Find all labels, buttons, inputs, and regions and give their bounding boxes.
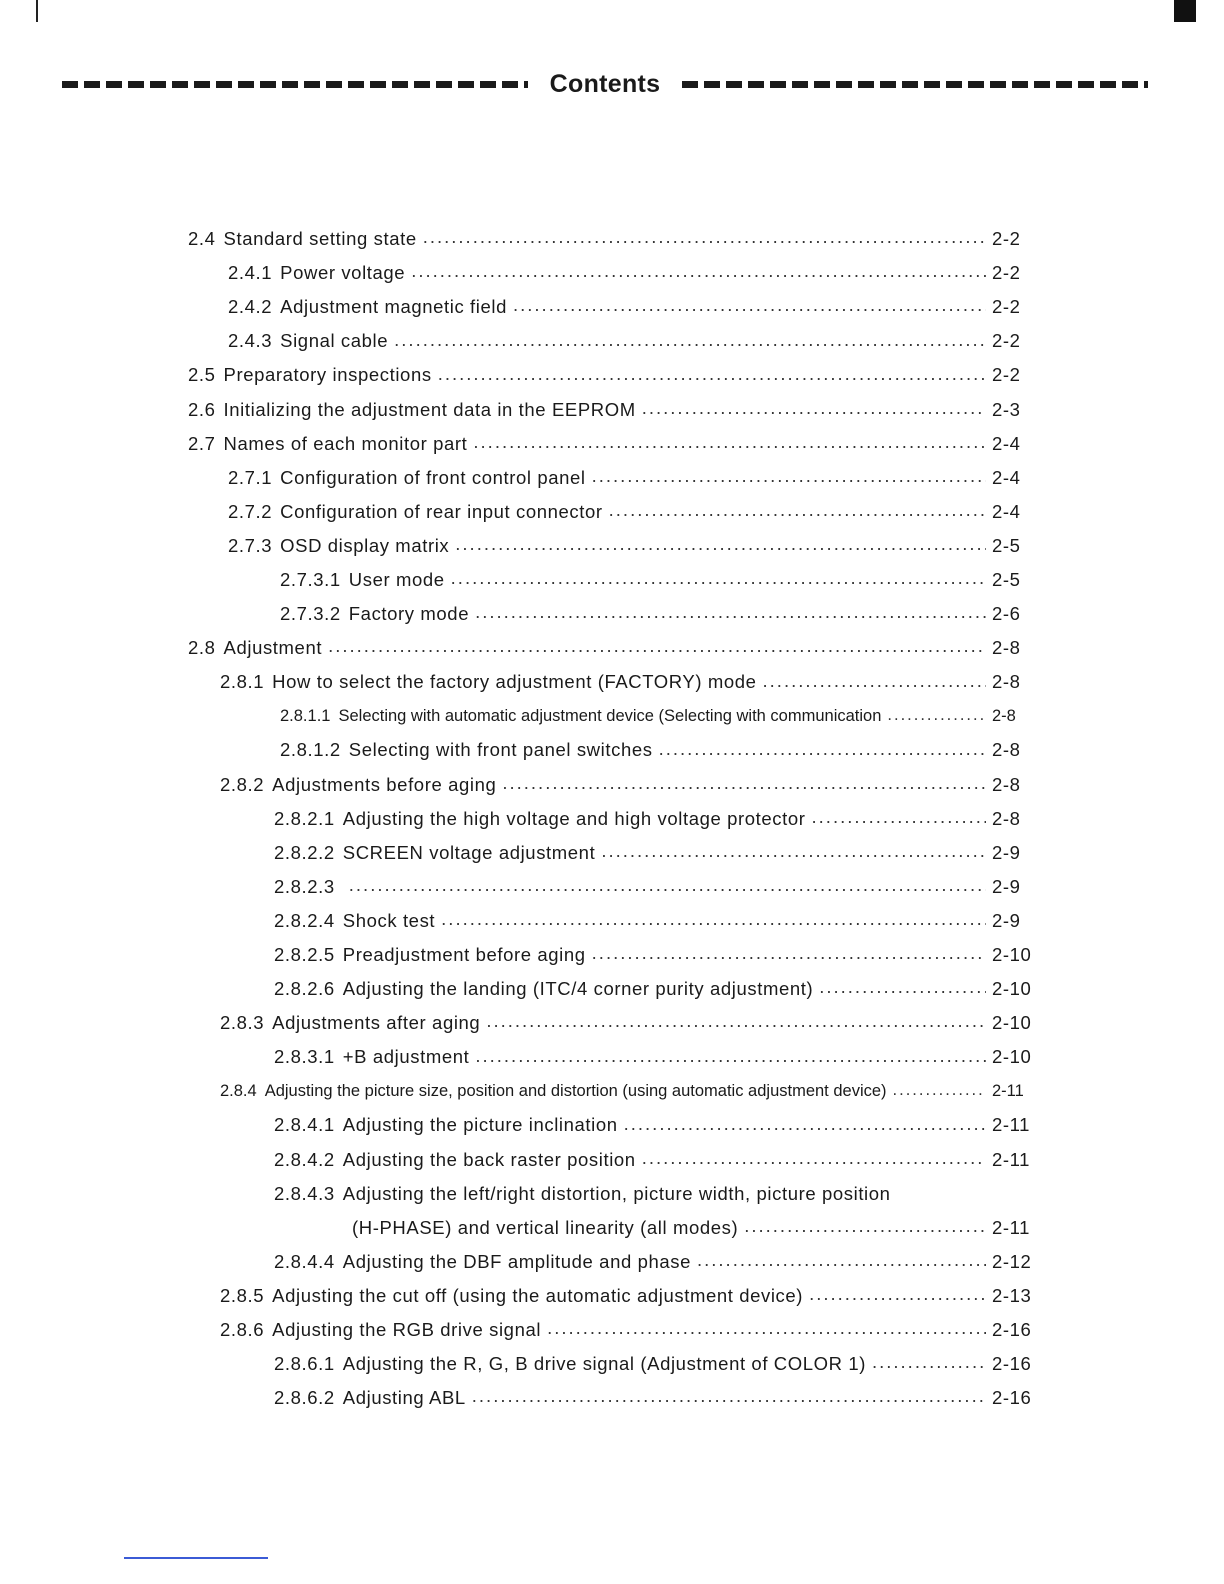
toc-entry-title: Initializing the adjustment data in the EEPROM	[223, 398, 636, 420]
toc-entry-number: 2.4.1	[228, 262, 273, 284]
toc-entry-page: 2-8	[992, 637, 1021, 659]
toc-entry-title: How to select the factory adjustment (FACTORY) mode	[272, 671, 757, 693]
dot-leader	[872, 1355, 986, 1374]
toc-entry-title: Names of each monitor part	[223, 432, 468, 454]
toc-entry[interactable]	[0, 733, 1224, 767]
header-rule-right	[682, 81, 1148, 88]
toc-entry-page: 2-9	[992, 841, 1021, 863]
toc-entry[interactable]	[0, 563, 1224, 597]
toc-entry-title: (H-PHASE) and vertical linearity (all modes)	[352, 1216, 739, 1238]
toc-entry-title: Adjusting the picture size, position and distortion (using automatic adjustment device)	[264, 1081, 887, 1100]
page-header	[62, 66, 1148, 102]
dot-leader	[763, 673, 986, 692]
toc-entry-number: 2.8.4.2	[274, 1148, 335, 1170]
toc-entry-page: 2-4	[992, 466, 1021, 488]
dot-leader	[697, 1253, 986, 1272]
toc-entry-title: Adjustments before aging	[272, 773, 497, 795]
toc-entry-title: Adjusting the left/right distortion, picture width, picture position	[342, 1182, 891, 1204]
toc-entry-number: 2.7.1	[228, 466, 273, 488]
toc-entry-title: Adjusting the cut off (using the automatic adjustment device)	[272, 1284, 804, 1306]
toc-entry[interactable]	[0, 1074, 1224, 1108]
toc-entry-title: Standard setting state	[223, 228, 417, 250]
toc-entry[interactable]	[0, 768, 1224, 802]
toc-entry-number: 2.8.6.2	[274, 1387, 335, 1409]
toc-entry-number: 2.8.2.6	[274, 978, 335, 1000]
toc-entry-number: 2.6	[188, 398, 216, 420]
dot-leader	[812, 809, 986, 828]
toc-entry[interactable]	[0, 1313, 1224, 1347]
toc-entry-page: 2-2	[992, 262, 1021, 284]
toc-entry[interactable]	[0, 1245, 1224, 1279]
toc-entry[interactable]	[0, 597, 1224, 631]
toc-entry-number: 2.8.2.3	[274, 875, 335, 897]
toc-entry-number: 2.8.2.5	[274, 944, 335, 966]
toc-entry[interactable]	[0, 665, 1224, 699]
toc-entry[interactable]	[0, 631, 1224, 665]
toc-entry-number: 2.4.3	[228, 330, 273, 352]
toc-entry-title: Configuration of front control panel	[280, 466, 586, 488]
toc-entry-page: 2-5	[992, 568, 1021, 590]
toc-entry[interactable]	[0, 1040, 1224, 1074]
toc-entry-number: 2.8.3.1	[274, 1046, 335, 1068]
toc-entry-page: 2-4	[992, 500, 1021, 522]
dot-leader	[394, 332, 986, 351]
dot-leader	[893, 1083, 986, 1100]
toc-entry-title: Adjusting the back raster position	[342, 1148, 636, 1170]
dot-leader	[473, 434, 986, 453]
dot-leader	[609, 503, 986, 522]
toc-entry[interactable]	[0, 699, 1224, 733]
toc-entry[interactable]	[0, 1108, 1224, 1142]
dot-leader	[502, 775, 986, 794]
toc-entry-title: Signal cable	[280, 330, 389, 352]
toc-entry[interactable]	[0, 1211, 1224, 1245]
dot-leader	[486, 1014, 986, 1033]
toc-entry-page: 2-16	[992, 1353, 1032, 1375]
toc-entry[interactable]	[0, 1177, 1224, 1211]
toc-entry-number: 2.8.4.3	[274, 1182, 335, 1204]
dot-leader	[592, 946, 986, 965]
toc-entry-title: Adjustment magnetic field	[280, 296, 507, 318]
toc-entry[interactable]	[0, 222, 1224, 256]
toc-entry-number: 2.8.1	[220, 671, 265, 693]
dot-leader	[411, 264, 986, 283]
toc-entry-title: Adjusting the RGB drive signal	[272, 1319, 542, 1341]
toc-entry-page: 2-2	[992, 296, 1021, 318]
toc-entry-number: 2.8	[188, 637, 216, 659]
toc-entry-page: 2-8	[992, 706, 1016, 725]
toc-entry-number: 2.4	[188, 228, 216, 250]
dot-leader	[592, 468, 986, 487]
toc-entry-title: Factory mode	[348, 603, 470, 625]
toc-entry-number: 2.7.2	[228, 500, 273, 522]
toc-entry-number: 2.8.3	[220, 1012, 265, 1034]
bottom-rule	[124, 1557, 268, 1559]
toc-entry-title: Adjusting the R, G, B drive signal (Adjustment of COLOR 1)	[342, 1353, 866, 1375]
toc-entry-title: User mode	[348, 568, 445, 590]
toc-entry[interactable]	[0, 1347, 1224, 1381]
dot-leader	[328, 639, 986, 658]
toc-entry-number: 2.4.2	[228, 296, 273, 318]
dot-leader	[513, 298, 986, 317]
toc-entry-number: 2.8.1.2	[280, 739, 341, 761]
toc-entry-page: 2-5	[992, 534, 1021, 556]
toc-entry-page: 2-11	[992, 1216, 1031, 1238]
toc-entry-title: Selecting with automatic adjustment device (Selecting with communication	[338, 706, 882, 725]
toc-entry[interactable]	[0, 802, 1224, 836]
toc-entry-title: Configuration of rear input connector	[280, 500, 603, 522]
toc-entry[interactable]	[0, 1143, 1224, 1177]
toc-entry-number: 2.8.5	[220, 1284, 265, 1306]
toc-entry[interactable]	[0, 324, 1224, 358]
toc-entry-page: 2-11	[992, 1148, 1031, 1170]
dot-leader	[601, 843, 986, 862]
dot-leader	[659, 741, 986, 760]
toc-entry-title: Adjusting the high voltage and high voltage protector	[342, 807, 806, 829]
dot-leader	[819, 980, 986, 999]
dot-leader	[475, 1048, 986, 1067]
toc-entry[interactable]	[0, 1006, 1224, 1040]
dot-leader	[475, 605, 986, 624]
toc-entry-title: Adjusting ABL	[342, 1387, 466, 1409]
dot-leader	[887, 708, 986, 725]
toc-entry-page: 2-2	[992, 228, 1021, 250]
dot-leader	[441, 912, 986, 931]
toc-entry-number: 2.5	[188, 364, 216, 386]
dot-leader	[547, 1321, 986, 1340]
toc-entry-page: 2-4	[992, 432, 1021, 454]
corner-block	[1174, 0, 1196, 22]
header-rule-left	[62, 81, 528, 88]
toc-entry[interactable]	[0, 392, 1224, 426]
toc-entry-number: 2.8.6	[220, 1319, 265, 1341]
toc-entry-title: Selecting with front panel switches	[348, 739, 653, 761]
toc-entry-number: 2.8.4	[220, 1081, 257, 1100]
dot-leader	[744, 1219, 986, 1238]
corner-mark	[36, 0, 38, 22]
toc-entry-page: 2-10	[992, 978, 1032, 1000]
toc-entry[interactable]	[0, 495, 1224, 529]
toc-entry-number: 2.8.2	[220, 773, 265, 795]
toc-entry-title: Adjusting the DBF amplitude and phase	[342, 1250, 691, 1272]
toc-entry-title: OSD display matrix	[280, 534, 450, 556]
toc-entry-page: 2-9	[992, 909, 1021, 931]
dot-leader	[624, 1116, 986, 1135]
toc-entry-number: 2.8.2.4	[274, 909, 335, 931]
toc-entry-page: 2-16	[992, 1319, 1032, 1341]
toc-entry-page: 2-2	[992, 364, 1021, 386]
toc-entry[interactable]	[0, 529, 1224, 563]
toc-entry[interactable]	[0, 290, 1224, 324]
toc-entry[interactable]	[0, 256, 1224, 290]
dot-leader	[472, 1389, 986, 1408]
toc-entry[interactable]	[0, 836, 1224, 870]
page-title: Contents	[549, 69, 661, 98]
toc-entry-page: 2-11	[992, 1081, 1024, 1100]
toc-entry-number: 2.8.1.1	[280, 706, 331, 725]
toc-entry-number: 2.7.3	[228, 534, 273, 556]
toc-entry-title: SCREEN voltage adjustment	[342, 841, 596, 863]
toc-entry[interactable]	[0, 1279, 1224, 1313]
toc-entry-page: 2-10	[992, 1046, 1032, 1068]
dot-leader	[349, 878, 986, 897]
toc-entry-title: Shock test	[342, 909, 436, 931]
toc-entry-page: 2-9	[992, 875, 1021, 897]
dot-leader	[455, 537, 986, 556]
toc-entry-page: 2-6	[992, 603, 1021, 625]
toc-entry-page: 2-8	[992, 739, 1021, 761]
toc-entry-title: +B adjustment	[342, 1046, 470, 1068]
toc-entry-page: 2-13	[992, 1284, 1032, 1306]
toc-entry[interactable]	[0, 1381, 1224, 1415]
toc-entry-page: 2-10	[992, 944, 1032, 966]
toc-entry-title: Adjustments after aging	[272, 1012, 481, 1034]
toc-entry-number: 2.8.4.1	[274, 1114, 335, 1136]
dot-leader	[642, 400, 986, 419]
toc-entry-number: 2.7	[188, 432, 216, 454]
toc-entry[interactable]	[0, 461, 1224, 495]
dot-leader	[809, 1287, 986, 1306]
toc-entry-title: Adjustment	[223, 637, 323, 659]
toc-entry-page: 2-10	[992, 1012, 1032, 1034]
toc-entry-title: Power voltage	[280, 262, 406, 284]
toc-entry-page: 2-12	[992, 1250, 1032, 1272]
toc-entry-title: Adjusting the landing (ITC/4 corner purity adjustment)	[342, 978, 814, 1000]
toc-entry[interactable]	[0, 904, 1224, 938]
toc-entry-page: 2-2	[992, 330, 1021, 352]
toc-entry-page: 2-8	[992, 807, 1021, 829]
toc-entry-number: 2.8.6.1	[274, 1353, 335, 1375]
toc-entry-title: Preadjustment before aging	[342, 944, 586, 966]
toc-entry[interactable]	[0, 427, 1224, 461]
toc-entry[interactable]	[0, 870, 1224, 904]
toc-entry-page: 2-11	[992, 1114, 1031, 1136]
dot-leader	[642, 1150, 986, 1169]
dot-leader	[438, 366, 986, 385]
toc-entry[interactable]	[0, 938, 1224, 972]
toc-entry[interactable]	[0, 358, 1224, 392]
toc-entry-title: Preparatory inspections	[223, 364, 432, 386]
toc-entry-page: 2-16	[992, 1387, 1032, 1409]
toc-entry-number: 2.7.3.2	[280, 603, 341, 625]
toc-entry-number: 2.7.3.1	[280, 568, 341, 590]
dot-leader	[451, 571, 986, 590]
toc-entry-page: 2-8	[992, 671, 1021, 693]
dot-leader	[423, 230, 986, 249]
table-of-contents	[0, 222, 1224, 1415]
toc-entry-page: 2-8	[992, 773, 1021, 795]
toc-entry-title: Adjusting the picture inclination	[342, 1114, 618, 1136]
toc-entry-number: 2.8.4.4	[274, 1250, 335, 1272]
toc-entry-page: 2-3	[992, 398, 1021, 420]
toc-entry-number: 2.8.2.2	[274, 841, 335, 863]
toc-entry-number: 2.8.2.1	[274, 807, 335, 829]
toc-entry[interactable]	[0, 972, 1224, 1006]
